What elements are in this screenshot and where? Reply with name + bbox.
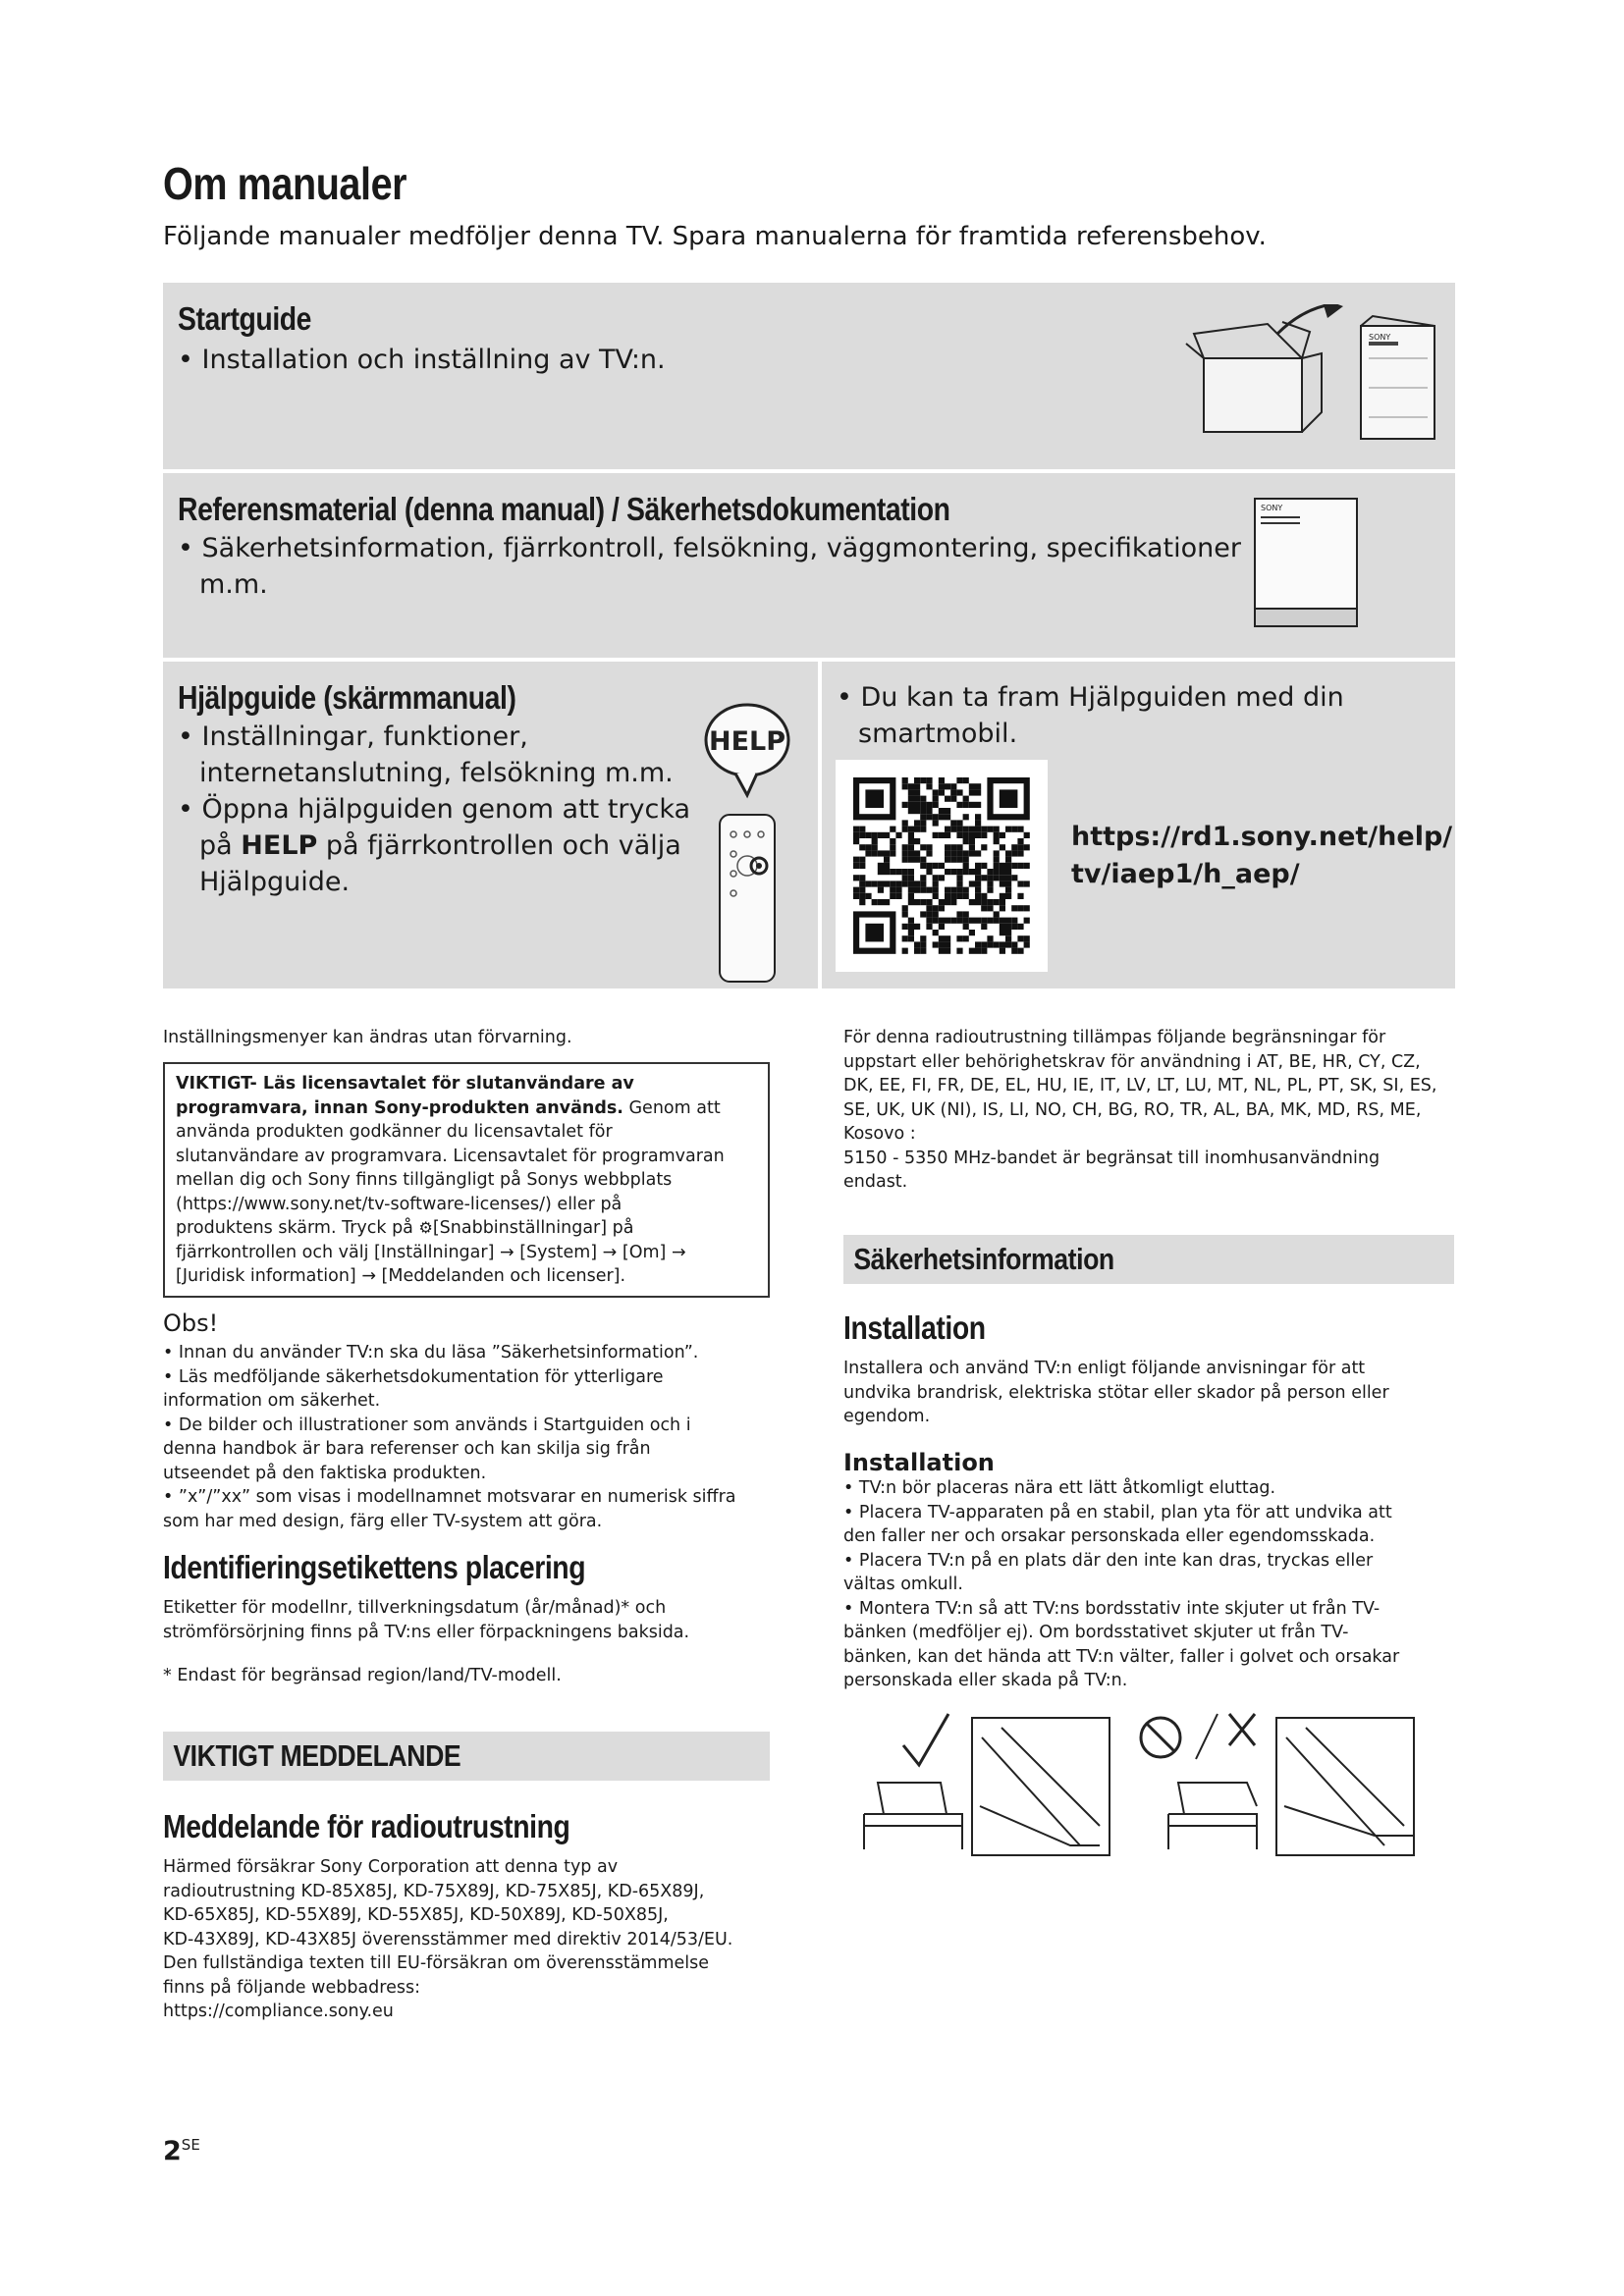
menus-note: Inställningsmenyer kan ändras utan förvarning.: [163, 1028, 572, 1047]
helpguide-bullet1-line2: internetanslutning, felsökning m.m.: [199, 758, 674, 788]
license-line7: produktens skärm. Tryck på ⚙[Snabbinställningar] på: [176, 1218, 634, 1238]
license-line6: (https://www.sony.net/tv-software-licenses/) eller på: [176, 1194, 623, 1214]
obs-list: [163, 1341, 791, 1533]
obs-item: • De bilder och illustrationer som används i Startguiden och i denna handbok är bara referenser och kan skilja sig från utseendet på den faktiska produkten.: [163, 1415, 691, 1483]
radio-notice-text: Härmed försäkrar Sony Corporation att denna typ av radioutrustning KD-85X85J, KD-75X89J, KD-75X85J, KD-65X89J, KD-65X85J, KD-55X89J, KD-55X85J, KD-50X89J, KD-50X85J, KD-43X89J, KD-43X85J överensstämmer med direktiv 2014/53/EU. Den fullständiga texten till EU-försäkran om överensstämmelse finns på följande webbadress: https://compliance.sony.eu: [163, 1855, 732, 2024]
label-location-note: * Endast för begränsad region/land/TV-modell.: [163, 1666, 562, 1685]
startguide-brand-label: SONY: [1369, 333, 1391, 342]
installation-intro: Installera och använd TV:n enligt följande anvisningar för att undvika brandrisk, elektriska stötar eller skador på person eller egendom.: [843, 1359, 1389, 1426]
radio-limits-text: För denna radioutrustning tillämpas följande begränsningar för uppstart eller behörighetskrav för användning i AT, BE, HR, CY, CZ, DK, EE, FI, FR, DE, EL, HU, IE, IT, LV, LT, LU, MT, NL, PL, PT, SK, SI, ES, SE, UK, UK (NI), IS, LI, NO, CH, BG, RO, TR, AL, BA, MK, MD, RS, ME, Kosovo : 5150 - 5350 MHz-bandet är begränsat till inomhusanvändning endast.: [843, 1028, 1437, 1192]
qr-bullet-line2: smartmobil.: [858, 719, 1018, 749]
tv-stand-illustration-icon: [854, 1708, 1453, 1865]
obs-item: • Läs medföljande säkerhetsdokumentation för ytterligare information om säkerhet.: [163, 1366, 664, 1411]
remote-help-icon: [698, 697, 806, 987]
page-number: $2^{SE}$: [163, 2136, 200, 2166]
license-line9: [Juridisk information] → [Meddelanden och licenser].: [176, 1266, 626, 1286]
helpguide-bullet2-line3: Hjälpguide.: [199, 867, 351, 897]
license-line4: slutanvändare av programvara. Licensavtalet för programvaran: [176, 1146, 725, 1166]
installation-item: • Placera TV:n på en plats där den inte kan dras, tryckas eller vältas omkull.: [843, 1550, 1374, 1594]
qr-panel: [822, 662, 1455, 988]
page-title: Om manualer: [163, 158, 407, 209]
reference-bullet-line1: • Säkerhetsinformation, fjärrkontroll, felsökning, väggmontering, specifikationer: [178, 533, 1241, 563]
helpguide-bullet2-line1: • Öppna hjälpguiden genom att trycka: [178, 794, 691, 825]
help-url[interactable]: [1071, 819, 1452, 893]
helpguide-panel: [163, 662, 818, 988]
startguide-panel: [163, 283, 1455, 469]
reference-bullet-line2: m.m.: [199, 569, 268, 600]
check-mark-icon: [903, 1714, 948, 1765]
startguide-title: Startguide: [178, 300, 312, 337]
license-line3: använda produkten godkänner du licensavtalet för: [176, 1122, 613, 1142]
qr-code-frame: [836, 760, 1048, 972]
radio-notice-title: Meddelande för radioutrustning: [163, 1808, 570, 1844]
license-line2: programvara, innan Sony-produkten används. Genom att: [176, 1097, 721, 1118]
label-location-title: Identifieringsetikettens placering: [163, 1549, 586, 1585]
license-box: [163, 1062, 770, 1298]
compliance-url[interactable]: https://compliance.sony.eu: [163, 2002, 394, 2021]
startguide-bullet: • Installation och inställning av TV:n.: [178, 345, 666, 375]
installation-item: • Placera TV-apparaten på en stabil, plan yta för att undvika att den faller ner och orsakar personskada eller egendomsskada.: [843, 1502, 1392, 1546]
helpguide-title: Hjälpguide (skärmmanual): [178, 679, 516, 716]
helpguide-bullet1-line1: • Inställningar, funktioner,: [178, 721, 528, 752]
gear-icon: ⚙: [418, 1218, 433, 1237]
installation-item: • TV:n bör placeras nära ett lätt åtkomligt eluttag.: [843, 1478, 1276, 1498]
label-location-text: Etiketter för modellnr, tillverkningsdatum (år/månad)* och strömförsörjning finns på TV:ns eller förpackningens baksida.: [163, 1598, 690, 1642]
license-line8: fjärrkontrollen och välj [Inställningar] → [System] → [Om] →: [176, 1242, 686, 1262]
installation-list: [843, 1476, 1452, 1693]
page-intro: Följande manualer medföljer denna TV. Spara manualerna för framtida referensbehov.: [163, 222, 1267, 251]
installation-item: • Montera TV:n så att TV:ns bordsstativ inte skjuter ut från TV- bänken (medföljer ej). Om bordsstativet skjuter ut från TV- bänken, kan det hända att TV:n välter, faller i golvet och orsakar personskada eller skada på TV:n.: [843, 1598, 1400, 1690]
installation-subtitle: Installation: [843, 1449, 995, 1476]
installation-title: Installation: [843, 1309, 986, 1346]
helpguide-bullet2-line2: på HELP på fjärrkontrollen och välja: [199, 830, 681, 861]
important-notice-bar: VIKTIGT MEDDELANDE: [163, 1732, 770, 1781]
reference-panel: [163, 473, 1455, 658]
qr-code-icon: [836, 760, 1048, 972]
help-url-line2[interactable]: tv/iaep1/h_aep/: [1071, 859, 1300, 889]
reference-title: Referensmaterial (denna manual) / Säkerhetsdokumentation: [178, 491, 950, 527]
license-line5: mellan dig och Sony finns tillgängligt på Sonys webbplats: [176, 1170, 673, 1190]
manual-document-icon: [1253, 497, 1361, 630]
qr-bullet-line1: • Du kan ta fram Hjälpguiden med din: [837, 682, 1344, 713]
obs-item: • Innan du använder TV:n ska du läsa ”Säkerhetsinformation”.: [163, 1343, 699, 1362]
obs-item: • ”x”/”xx” som visas i modellnamnet motsvarar en numerisk siffra som har med design, färg eller TV-system att göra.: [163, 1487, 736, 1531]
tv-box-illustration-icon: [1184, 304, 1449, 452]
obs-title: Obs!: [163, 1309, 219, 1337]
safety-info-bar: Säkerhetsinformation: [843, 1235, 1454, 1284]
license-bold-line1: VIKTIGT- Läs licensavtalet för slutanvändare av: [176, 1074, 634, 1094]
manual-brand-label: SONY: [1261, 504, 1283, 512]
help-bubble-label: HELP: [708, 726, 786, 757]
cross-icon: [1229, 1714, 1255, 1745]
help-url-line1[interactable]: https://rd1.sony.net/help/: [1071, 822, 1453, 852]
